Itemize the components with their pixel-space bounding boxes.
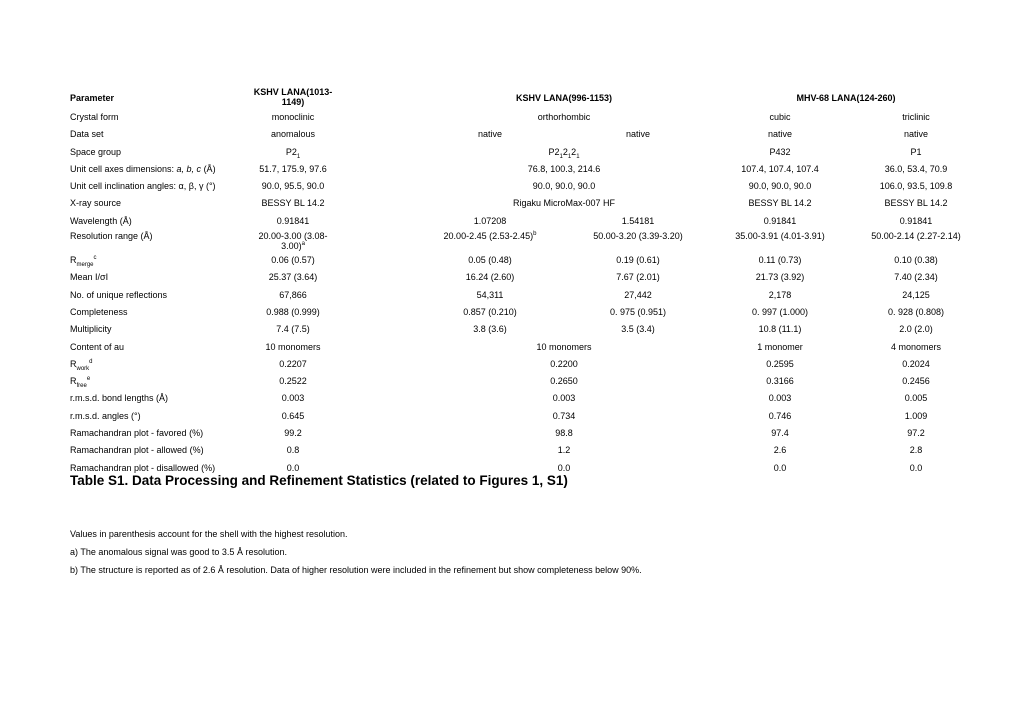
cell-kshv-996: 98.8: [555, 428, 573, 439]
footnote-parenthesis: Values in parenthesis account for the shell with the highest resolution.: [70, 529, 348, 539]
table-row: [70, 177, 953, 194]
cell-kshv-1013: monoclinic: [271, 112, 315, 122]
table-row: [70, 143, 950, 160]
cell-kshv-996-native-1: 1.07208: [473, 215, 507, 226]
row-label: Mean I/σI: [70, 272, 109, 283]
cell-mhv68: 36.0, 53.4, 70.9: [884, 163, 948, 174]
table-header-row: [70, 87, 950, 108]
table-row: [70, 160, 950, 177]
cell-mhv68: 0.2024: [902, 358, 930, 369]
cell-mhv68: 7.40 (2.34): [894, 272, 938, 283]
cell-mhv68: 24,125: [902, 289, 930, 300]
cell-kshv-996-native-2: 0.19 (0.61): [616, 255, 660, 266]
cell-kshv-1013: 90.0, 95.5, 90.0: [261, 181, 325, 192]
cell-kshv-cubic: P432: [769, 146, 791, 157]
cell-kshv-996: 10 monomers: [536, 341, 592, 352]
table-row: [70, 441, 950, 458]
cell-kshv-cubic: cubic: [769, 112, 791, 122]
header-kshv-1013: KSHV LANA(1013-1149): [253, 87, 333, 107]
cell-kshv-996-native-1: 3.8 (3.6): [473, 324, 507, 335]
cell-kshv-cubic: 0.11 (0.73): [758, 255, 802, 266]
row-label: Multiplicity: [70, 324, 112, 335]
cell-kshv-cubic: BESSY BL 14.2: [748, 198, 812, 209]
row-label: Unit cell inclination angles: α, β, γ (°): [70, 181, 216, 192]
statistics-table: [70, 87, 961, 476]
cell-kshv-996-native-1: 20.00-2.45 $(2.53-2.45)^b$: [443, 231, 537, 242]
cell-mhv68: 0. 928 (0.808): [887, 306, 945, 317]
cell-kshv-1013: anomalous: [270, 129, 316, 140]
cell-kshv-996-native-2: 7.67 (2.01): [616, 272, 660, 283]
cell-kshv-996-native-2: 27,442: [624, 289, 652, 300]
row-label: Data set: [70, 129, 104, 140]
cell-kshv-cubic: 0.003: [768, 393, 792, 404]
table-row: [70, 251, 950, 268]
row-label: Crystal form: [70, 112, 119, 122]
cell-kshv-996-native-1: 16.24 (2.60): [465, 272, 515, 283]
cell-mhv68: 0.91841: [899, 215, 933, 226]
cell-kshv-1013: BESSY BL 14.2: [261, 198, 325, 209]
cell-kshv-1013: 0.003: [281, 393, 305, 404]
cell-kshv-cubic: 2.6: [773, 445, 787, 456]
cell-kshv-cubic: native: [767, 129, 793, 140]
row-label: X-ray source: [70, 198, 122, 209]
table-row: [70, 355, 950, 372]
cell-mhv68: 4 monomers: [890, 341, 942, 352]
cell-kshv-996: 90.0, 90.0, 90.0: [532, 181, 596, 192]
row-label: r.m.s.d. angles (°): [70, 410, 141, 421]
cell-kshv-1013: 0.645: [281, 410, 305, 421]
table-row: [70, 108, 950, 125]
cell-kshv-cubic: 0. 997 (1.000): [751, 306, 809, 317]
cell-kshv-996-native-1: native: [477, 129, 503, 140]
table-row: [70, 125, 950, 142]
cell-kshv-cubic: 0.91841: [763, 215, 797, 226]
row-label: $R_{merge}^c$: [70, 255, 97, 268]
cell-mhv68: 50.00-2.14 (2.27-2.14): [871, 231, 961, 242]
table-row: [70, 268, 950, 285]
cell-kshv-1013: 0.8: [286, 445, 300, 456]
cell-kshv-1013: 0.91841: [276, 215, 310, 226]
cell-kshv-996-native-2: 1.54181: [621, 215, 655, 226]
row-label: Completeness: [70, 306, 128, 317]
cell-mhv68: triclinic: [902, 112, 930, 122]
cell-mhv68: 2.0 (2.0): [899, 324, 933, 335]
cell-kshv-cubic: 2,178: [768, 289, 792, 300]
header-parameter: Parameter: [70, 93, 115, 103]
table-row: [70, 229, 961, 252]
footnote-b: b) The structure is reported as of 2.6 Å resolution. Data of higher resolution were included in the refinement but show completeness below 90%.: [70, 565, 642, 575]
cell-mhv68: 1.009: [904, 410, 928, 421]
cell-kshv-cubic: 90.0, 90.0, 90.0: [748, 181, 812, 192]
cell-kshv-1013: 51.7, 175.9, 97.6: [259, 163, 327, 174]
row-label: Unit cell axes dimensions: a, b, c (Å): [70, 163, 216, 174]
cell-kshv-cubic: 35.00-3.91 (4.01-3.91): [735, 231, 825, 242]
row-label: Ramachandran plot - disallowed (%): [70, 462, 216, 473]
table-body: [70, 108, 961, 476]
footnotes: [70, 529, 642, 583]
cell-kshv-996: 1.2: [557, 445, 571, 456]
cell-kshv-996: 0.2650: [550, 376, 578, 387]
cell-kshv-cubic: 1 monomer: [757, 341, 803, 352]
cell-kshv-1013: 67,866: [279, 289, 307, 300]
cell-kshv-1013: 7.4 (7.5): [276, 324, 310, 335]
cell-kshv-996-native-2: native: [625, 129, 651, 140]
cell-kshv-cubic: 107.4, 107.4, 107.4: [741, 163, 819, 174]
cell-kshv-1013: 0.2207: [279, 358, 307, 369]
cell-kshv-996-native-2: 0. 975 (0.951): [609, 306, 667, 317]
row-label: r.m.s.d. bond lengths (Å): [70, 393, 169, 404]
cell-kshv-cubic: 0.2595: [766, 358, 794, 369]
cell-mhv68: 0.2456: [902, 376, 930, 387]
cell-kshv-1013: $P2_1$: [285, 146, 301, 160]
table-row: [70, 389, 950, 406]
cell-kshv-996: 0.2200: [550, 358, 578, 369]
table-row: [70, 303, 950, 320]
cell-kshv-996-native-2: 50.00-3.20 (3.39-3.20): [593, 231, 683, 242]
table-row: [70, 338, 950, 355]
cell-kshv-996-native-1: 54,311: [476, 289, 504, 300]
cell-mhv68: 106.0, 93.5, 109.8: [879, 181, 953, 192]
cell-kshv-996: 0.0: [557, 462, 571, 473]
cell-kshv-cubic: 0.746: [768, 410, 792, 421]
table-row: [70, 372, 950, 389]
row-label: Ramachandran plot - allowed (%): [70, 445, 204, 456]
cell-mhv68: 2.8: [909, 445, 923, 456]
cell-kshv-996: 76.8, 100.3, 214.6: [527, 163, 601, 174]
row-label: Resolution range (Å): [70, 231, 153, 242]
cell-kshv-996: Rigaku MicroMax-007 HF: [512, 198, 616, 209]
cell-kshv-996: $P2_12_12_1$: [548, 146, 580, 160]
header-mhv68: MHV-68 LANA(124-260): [796, 93, 896, 103]
cell-kshv-996-native-1: 0.857 (0.210): [463, 306, 517, 317]
cell-kshv-cubic: 97.4: [771, 428, 789, 439]
cell-kshv-1013: 0.2522: [279, 376, 307, 387]
cell-kshv-1013: 25.37 (3.64): [268, 272, 318, 283]
footnote-a: a) The anomalous signal was good to 3.5 Å resolution.: [70, 547, 287, 557]
cell-kshv-996: 0.734: [552, 410, 576, 421]
table-row: [70, 194, 950, 211]
cell-kshv-1013: 0.0: [286, 462, 300, 473]
cell-kshv-1013: 0.06 (0.57): [271, 255, 315, 266]
row-label: Space group: [70, 146, 122, 157]
cell-kshv-1013: 10 monomers: [265, 341, 321, 352]
cell-mhv68: native: [903, 129, 929, 140]
cell-mhv68: 97.2: [907, 428, 925, 439]
row-label: No. of unique reflections: [70, 289, 168, 300]
cell-kshv-cubic: 10.8 (11.1): [758, 324, 802, 335]
cell-mhv68: 0.0: [909, 462, 923, 473]
cell-mhv68: 0.10 (0.38): [894, 255, 938, 266]
row-label: Content of au: [70, 341, 125, 352]
table-row: [70, 320, 950, 337]
cell-kshv-1013: 99.2: [284, 428, 302, 439]
row-label: $R_{work}^d$: [70, 358, 93, 372]
cell-kshv-cubic: 0.3166: [766, 376, 794, 387]
table-caption: Table S1. Data Processing and Refinement Statistics (related to Figures 1, S1): [70, 473, 568, 488]
cell-mhv68: BESSY BL 14.2: [884, 198, 948, 209]
row-label: Ramachandran plot - favored (%): [70, 428, 204, 439]
table-row: [70, 286, 950, 303]
cell-kshv-996-native-2: 3.5 (3.4): [621, 324, 655, 335]
cell-kshv-996: orthorhombic: [537, 112, 591, 122]
table-row: [70, 212, 950, 229]
row-label: $R_{free}^e$: [70, 376, 91, 389]
cell-kshv-1013: 0.988 (0.999): [266, 306, 320, 317]
cell-kshv-996: 0.003: [552, 393, 576, 404]
row-label: Wavelength (Å): [70, 215, 132, 226]
cell-kshv-996-native-1: 0.05 (0.48): [468, 255, 512, 266]
header-kshv-996: KSHV LANA(996-1153): [515, 93, 613, 103]
table-row: [70, 424, 950, 441]
cell-kshv-cubic: 0.0: [773, 462, 787, 473]
cell-mhv68: 0.005: [904, 393, 928, 404]
cell-mhv68: P1: [910, 146, 922, 157]
cell-kshv-1013: 20.00-3.00 $(3.08-3.00)^a$: [258, 231, 328, 252]
table-row: [70, 407, 950, 424]
cell-kshv-cubic: 21.73 (3.92): [755, 272, 805, 283]
